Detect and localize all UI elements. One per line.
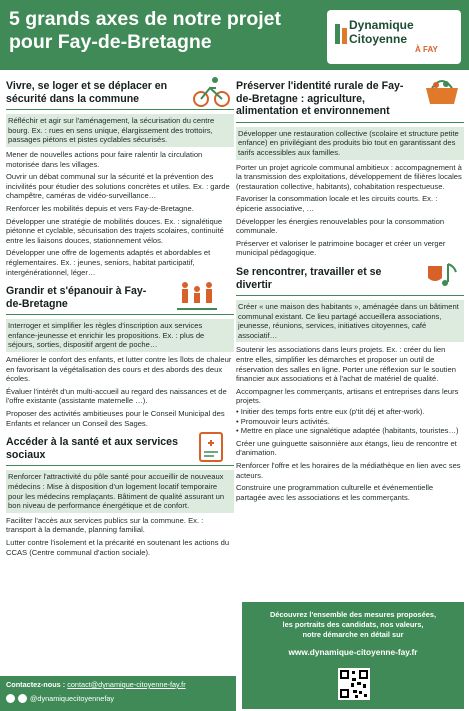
bullet-item: • Promouvoir leurs activités. (236, 416, 330, 426)
paragraph: Renforcer l'attractivité du pôle santé pour accueillir de nouveaux médecins : Mise à disposition d'un logement locatif temporaire pour les médecins remplaçants. Bâtiment de qualité assurant un bon niveau de performance énergétique et de confort. (6, 470, 234, 512)
logo-line-2: Citoyenne (349, 32, 408, 46)
social-handle[interactable]: @dynamiquecitoyennefay (30, 694, 115, 703)
paragraph: Favoriser la consommation locale et les circuits courts. Ex. : épicerie associative, … (236, 194, 438, 213)
contact-label: Contactez-nous : (6, 680, 66, 689)
paragraph: Ouvrir un débat communal sur la sécurité et la prévention des incivilités pour étudier des solutions concrètes et utiles. Ex. : garde champêtre, caméras de vidéo-surveillance… (6, 172, 230, 201)
promo-line-3: notre démarche en détail sur (302, 630, 404, 639)
website-promo (242, 602, 464, 709)
section-title: Se rencontrer, travailler et se divertir (236, 266, 464, 296)
website-link[interactable]: www.dynamique-citoyenne-fay.fr (288, 647, 418, 657)
promo-line-1: Découvrez l'ensemble des mesures proposées, (269, 610, 437, 619)
section-enfance (6, 285, 234, 315)
paragraph: Développer une restauration collective (scolaire et structure petite enfance) en privilégiant des produits bio tout en garantissant des tarifs accessibles aux familles. (236, 127, 464, 160)
logo-text (349, 18, 414, 46)
paragraph: Créer une guinguette saisonnière aux étangs, lieu de rencontre et d'animation. (236, 438, 457, 458)
section-sante (6, 436, 234, 466)
paragraph: Porter un projet agricole communal ambitieux : accompagnement à la transmission des exploitations, développement de filières locales (restauration collective, habitants), cohabitation respectueuse. (236, 162, 462, 191)
paragraph: Renforcer l'offre et les horaires de la médiathèque en lien avec ses acteurs. (236, 461, 461, 480)
paragraph: Proposer des activités ambitieuses pour le Conseil Municipal des Enfants et relancer un Conseil des Sages. (6, 409, 225, 428)
bullet-item: • Initier des temps forts entre eux (p'tit déj et after-work). (236, 407, 425, 417)
footer-contact (0, 676, 236, 711)
title-line-2: pour Fay-de-Bretagne (9, 31, 212, 53)
paragraph: Évaluer l'intérêt d'un multi-accueil au regard des naissances et de l'offre existante (assistante maternelle …). (6, 386, 227, 406)
section-rencontre (236, 266, 464, 296)
contact-row (6, 680, 230, 689)
paragraph: Accompagner les commerçants, artisans et entreprises dans leurs projets. (236, 386, 459, 406)
section-mobilite (6, 80, 234, 110)
logo-line-1: Dynamique (349, 18, 414, 32)
section-title: Vivre, se loger et se déplacer en sécurité dans la commune (6, 80, 234, 110)
cyclist-icon (192, 74, 232, 108)
left-column (6, 80, 234, 560)
paragraph: Soutenir les associations dans leurs projets. Ex. : créer du lien entre elles, simplifier les démarches et proposer un outil de réservation des salles en ligne. Porter une réflexion sur le soutien financier aux associations et à l'achat de matériel de qualité. (236, 345, 456, 384)
page-title (9, 8, 329, 54)
section-title: Préserver l'identité rurale de Fay-de-Bretagne : agriculture, alimentation et environnement (236, 80, 464, 123)
paragraph: Mener de nouvelles actions pour faire ralentir la circulation motorisée dans les villages. (6, 149, 203, 169)
paragraph: Interroger et simplifier les règles d'inscription aux services enfance-jeunesse et enrichir les propositions. Ex. : plus de séjours, sorties, dispositif argent de poche… (6, 319, 234, 352)
paragraph: Développer une stratégie de mobilités douces. Ex. : signalétique piétonne et cyclable, sécurisation des trajets scolaires, continuité entre les liaisons douces, stationnement vélos. (6, 216, 224, 245)
section-title: Accéder à la santé et aux services sociaux (6, 436, 234, 466)
social-row (6, 694, 230, 703)
basket-icon (422, 74, 462, 108)
paragraph: Développer les énergies renouvelables pour la consommation communale. (236, 216, 445, 236)
paragraph: Construire une programmation culturelle et événementielle partagée avec les associations et les commerçants. (236, 483, 434, 502)
paragraph: Faciliter l'accès aux services publics sur la commune. Ex. : transport à la demande, planning familial. (6, 515, 204, 535)
bullet-item: • Mettre en place une signalétique adaptée (habitants, touristes…) (236, 426, 459, 436)
facebook-icon[interactable] (6, 694, 15, 703)
paragraph: Lutter contre l'isolement et la précarité en soutenant les actions du CCAS (Centre communal d'action sociale). (6, 537, 230, 557)
title-line-1: 5 grands axes de notre projet (9, 8, 282, 30)
brand-logo (327, 10, 461, 64)
qr-code-icon[interactable] (338, 668, 370, 700)
promo-line-2: les portraits des candidats, nos valeurs, (282, 620, 424, 629)
right-column (236, 80, 464, 505)
paragraph: Développer une offre de logements adaptés et abordables et réglementaires. Ex. : jeunes, seniors, habitat participatif, intergénérationnel, léger… (6, 248, 211, 277)
music-theater-icon (422, 260, 462, 294)
instagram-icon[interactable] (18, 694, 27, 703)
paragraph: Améliorer le confort des enfants, et lutter contre les îlots de chaleur en favorisant la végétalisation des cours et des abords des deux écoles. (6, 355, 232, 384)
paragraph: Renforcer les mobilités depuis et vers Fay-de-Bretagne. (6, 203, 194, 213)
section-ruralite (236, 80, 464, 123)
paragraph: Créer « une maison des habitants », aménagée dans un bâtiment communal existant. Ce lieu partagé accueillera associations, jeunesse, réunions, services, initiatives citoyennes, café associatif… (236, 300, 464, 342)
medical-clipboard-icon (192, 430, 232, 464)
logo-tag: À FAY (415, 45, 438, 54)
contact-email-link[interactable]: contact@dynamique-citoyenne-fay.fr (67, 680, 186, 689)
section-title: Grandir et s'épanouir à Fay-de-Bretagne (6, 285, 234, 315)
family-icon (162, 279, 232, 313)
header-banner (0, 0, 469, 70)
paragraph: Préserver et valoriser le patrimoine bocager et créer un verger municipal pédagogique. (236, 238, 446, 258)
paragraph: Réfléchir et agir sur l'aménagement, la sécurisation du centre bourg. Ex. : rues en sens unique, élargissement des trottoirs, passages piétons et pistes cyclables sécurisés. (6, 114, 234, 147)
logo-mark-icon (333, 22, 349, 46)
